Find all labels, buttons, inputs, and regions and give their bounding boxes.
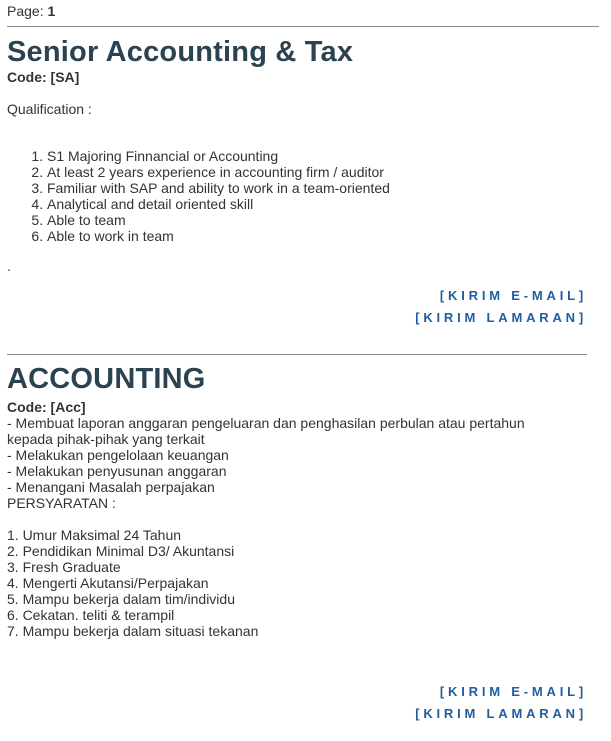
job-actions [415, 681, 587, 725]
page-indicator [7, 3, 55, 19]
list-item: 5. Able to team [47, 212, 587, 228]
job-code: Code: [SA] [7, 69, 80, 85]
send-application-link[interactable]: [KIRIM LAMARAN] [415, 706, 587, 721]
description-line: - Menangani Masalah perpajakan [7, 479, 215, 495]
requirement-line: 5. Mampu bekerja dalam tim/individu [7, 591, 235, 607]
requirements-heading: PERSYARATAN : [7, 495, 116, 511]
blank-line [7, 511, 587, 527]
description-line: kepada pihak-pihak yang terkait [7, 431, 205, 447]
list-item: 4. Analytical and detail oriented skill [47, 196, 587, 212]
requirement-line: 4. Mengerti Akutansi/Perpajakan [7, 575, 209, 591]
requirement-line: 7. Mampu bekerja dalam situasi tekanan [7, 623, 259, 639]
description-line: - Melakukan penyusunan anggaran [7, 463, 227, 479]
list-item: 6. Able to work in team [47, 228, 587, 244]
qualification-list [7, 148, 587, 244]
requirement-line: 6. Cekatan. teliti & terampil [7, 607, 175, 623]
list-item: 1. S1 Majoring Finnancial or Accounting [47, 148, 587, 164]
job-code: Code: [Acc] [7, 399, 86, 415]
list-item: 2. At least 2 years experience in accounting firm / auditor [47, 164, 587, 180]
footnote: . [7, 258, 11, 274]
job-posting-senior-accounting [7, 36, 587, 274]
job-title: Senior Accounting & Tax [7, 36, 354, 68]
send-application-link[interactable]: [KIRIM LAMARAN] [415, 310, 587, 325]
list-item: 3. Familiar with SAP and ability to work in a team-oriented [47, 180, 587, 196]
divider [7, 26, 599, 27]
divider [7, 354, 587, 355]
qualification-label: Qualification : [7, 101, 92, 117]
description-line: - Membuat laporan anggaran pengeluaran dan penghasilan perbulan atau pertahun [7, 415, 525, 431]
job-actions [415, 285, 587, 329]
job-posting-accounting [7, 363, 587, 639]
requirement-line: 3. Fresh Graduate [7, 559, 121, 575]
page-number: 1 [47, 3, 56, 19]
send-email-link[interactable]: [KIRIM E-MAIL] [439, 684, 587, 699]
page-label: Page: [7, 3, 44, 19]
job-description [7, 415, 587, 639]
description-line: - Melakukan pengelolaan keuangan [7, 447, 229, 463]
requirement-line: 1. Umur Maksimal 24 Tahun [7, 527, 182, 543]
job-title: ACCOUNTING [7, 363, 206, 395]
requirement-line: 2. Pendidikan Minimal D3/ Akuntansi [7, 543, 235, 559]
send-email-link[interactable]: [KIRIM E-MAIL] [439, 288, 587, 303]
